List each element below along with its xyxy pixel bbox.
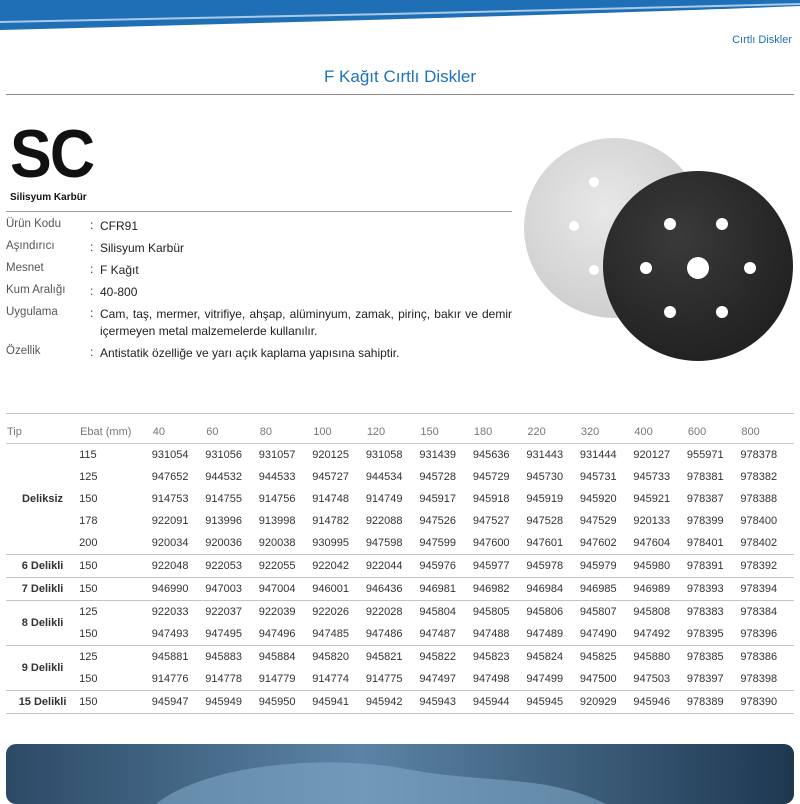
title-divider <box>6 94 794 95</box>
spec-value: Cam, taş, mermer, vitrifiye, ahşap, alüminyum, zamak, pirinç, bakır ve demir içermeyen metal malzemelerde kullanılır. <box>100 307 512 338</box>
table-cell: 945807 <box>579 606 617 618</box>
table-cell: 978384 <box>740 606 778 618</box>
table-cell: 178 <box>79 515 98 527</box>
product-code-table <box>6 421 794 714</box>
table-cell: 914756 <box>258 493 296 505</box>
column-header: 120 <box>366 421 420 444</box>
table-cell: 945980 <box>633 555 687 578</box>
table-cell: 922039 <box>258 606 296 618</box>
table-row <box>6 466 794 488</box>
table-cell: 978394 <box>740 578 794 601</box>
table-cell: 947495 <box>205 623 259 646</box>
table-cell: 947488 <box>473 623 527 646</box>
table-cell: 922042 <box>312 555 366 578</box>
table-cell: 946981 <box>419 578 473 601</box>
table-row <box>6 510 794 532</box>
table-cell: 945804 <box>419 606 457 618</box>
table-cell: 945979 <box>580 555 634 578</box>
table-cell: 914748 <box>312 493 350 505</box>
table-row <box>6 444 794 467</box>
table-cell: 914775 <box>366 668 420 691</box>
table-cell: 931443 <box>526 449 564 461</box>
table-cell: 947499 <box>526 668 580 691</box>
table-cell: 978388 <box>740 493 778 505</box>
table-cell: 945917 <box>419 493 457 505</box>
table-cell: 946001 <box>312 578 366 601</box>
sc-logo-subtitle: Silisyum Karbür <box>10 192 87 203</box>
group-label: 15 Delikli <box>6 691 79 714</box>
table-cell: 978389 <box>687 691 741 714</box>
spec-value: Antistatik özelliğe ve yarı açık kaplama yapısına sahiptir. <box>100 346 400 360</box>
table-cell: 125 <box>79 651 98 663</box>
table-cell: 978395 <box>687 623 741 646</box>
spec-value: CFR91 <box>100 219 139 233</box>
column-header: 400 <box>633 421 687 444</box>
table-cell: 945944 <box>473 691 527 714</box>
table-row <box>6 555 794 578</box>
table-row <box>6 691 794 714</box>
table-cell: 945946 <box>633 691 687 714</box>
column-header: Ebat (mm) <box>79 421 152 444</box>
table-cell: 945823 <box>472 651 510 663</box>
spec-value: Silisyum Karbür <box>100 241 185 255</box>
table-cell: 946982 <box>473 578 527 601</box>
table-cell: 946984 <box>526 578 580 601</box>
table-cell: 978393 <box>687 578 741 601</box>
spec-label: Özellik <box>6 345 41 357</box>
table-cell: 947529 <box>579 515 617 527</box>
table-cell: 947487 <box>419 623 473 646</box>
table-cell: 945636 <box>472 449 510 461</box>
table-cell: 945881 <box>151 651 189 663</box>
table-cell: 922055 <box>259 555 313 578</box>
table-row <box>6 532 794 555</box>
table-cell: 945947 <box>152 691 206 714</box>
table-cell: 946989 <box>633 578 687 601</box>
table-row <box>6 623 794 646</box>
table-cell: 945806 <box>526 606 564 618</box>
table-cell: 978387 <box>686 493 724 505</box>
table-cell: 945941 <box>312 691 366 714</box>
table-cell: 947652 <box>151 471 189 483</box>
table-cell: 115 <box>79 449 97 461</box>
table-cell: 945884 <box>258 651 296 663</box>
table-cell: 150 <box>79 668 152 691</box>
header-band <box>0 0 800 30</box>
table-cell: 945824 <box>526 651 564 663</box>
page-title: F Kağıt Cırtlı Diskler <box>323 67 477 86</box>
table-cell: 914749 <box>365 493 403 505</box>
spec-label: Aşındırıcı <box>6 240 55 252</box>
table-cell: 947003 <box>205 578 259 601</box>
table-cell: 931056 <box>205 449 242 461</box>
table-cell: 978381 <box>686 471 724 483</box>
column-header: 150 <box>419 421 473 444</box>
table-cell: 945727 <box>312 471 350 483</box>
table-cell: 913998 <box>258 515 296 527</box>
table-cell: 914782 <box>312 515 350 527</box>
table-cell: 944533 <box>258 471 296 483</box>
table-cell: 945805 <box>472 606 510 618</box>
column-header: 220 <box>526 421 580 444</box>
table-cell: 978402 <box>740 532 794 555</box>
table-cell: 945822 <box>419 651 457 663</box>
table-cell: 945945 <box>526 691 580 714</box>
table-cell: 978390 <box>740 691 794 714</box>
table-cell: 945731 <box>579 471 617 483</box>
spec-label: Ürün Kodu <box>6 218 61 230</box>
table-cell: 945728 <box>419 471 457 483</box>
worker-photo <box>6 744 794 804</box>
table-cell: 947493 <box>152 623 206 646</box>
table-cell: 947489 <box>526 623 580 646</box>
sanding-discs-image <box>520 128 800 368</box>
table-cell: 978398 <box>740 668 794 691</box>
table-cell: 914753 <box>151 493 189 505</box>
group-label: 6 Delikli <box>6 555 79 578</box>
table-cell: 978396 <box>740 623 794 646</box>
table-cell: 947498 <box>473 668 527 691</box>
column-header: 320 <box>580 421 634 444</box>
table-cell: 931054 <box>151 449 189 461</box>
table-cell: 947598 <box>366 532 420 555</box>
table-row <box>6 646 794 669</box>
table-cell: 922044 <box>366 555 420 578</box>
table-cell: 978391 <box>687 555 741 578</box>
table-cell: 947526 <box>419 515 457 527</box>
column-header: Tip <box>6 421 79 444</box>
table-cell: 978382 <box>740 471 778 483</box>
table-cell: 947486 <box>366 623 420 646</box>
dark-disc-icon <box>603 171 793 361</box>
table-cell: 946985 <box>580 578 634 601</box>
table-row <box>6 668 794 691</box>
table-cell: 946990 <box>152 578 206 601</box>
table-cell: 945730 <box>526 471 564 483</box>
table-cell: 945733 <box>633 471 671 483</box>
table-cell: 947497 <box>419 668 473 691</box>
table-cell: 150 <box>79 578 152 601</box>
column-header: 80 <box>259 421 313 444</box>
table-cell: 945949 <box>205 691 259 714</box>
group-label: 7 Delikli <box>6 578 79 601</box>
spec-label: Kum Aralığı <box>6 284 66 296</box>
table-cell: 945821 <box>365 651 403 663</box>
table-cell: 931444 <box>579 449 617 461</box>
table-cell: 931439 <box>419 449 457 461</box>
table-cell: 944532 <box>205 471 242 483</box>
table-top-divider <box>6 413 794 414</box>
spec-value: 40-800 <box>100 285 138 299</box>
table-cell: 978400 <box>740 515 778 527</box>
table-cell: 922033 <box>151 606 189 618</box>
table-cell: 914755 <box>205 493 242 505</box>
table-cell: 978386 <box>740 651 778 663</box>
table-cell: 947490 <box>580 623 634 646</box>
table-cell: 978383 <box>686 606 724 618</box>
breadcrumb[interactable]: Cırtlı Diskler <box>732 34 792 46</box>
table-cell: 945825 <box>579 651 617 663</box>
table-cell: 150 <box>79 623 152 646</box>
table-cell: 931058 <box>365 449 403 461</box>
table-cell: 945918 <box>472 493 510 505</box>
table-cell: 947600 <box>473 532 527 555</box>
group-label: 8 Delikli <box>6 601 79 646</box>
table-cell: 922091 <box>151 515 189 527</box>
table-cell: 978397 <box>687 668 741 691</box>
table-cell: 945950 <box>259 691 313 714</box>
table-cell: 955971 <box>686 449 724 461</box>
table-cell: 945942 <box>366 691 420 714</box>
table-cell: 947528 <box>526 515 564 527</box>
column-header: 180 <box>473 421 527 444</box>
table-cell: 978399 <box>686 515 724 527</box>
column-header: 40 <box>152 421 206 444</box>
table-cell: 945880 <box>633 651 671 663</box>
table-cell: 914774 <box>312 668 366 691</box>
spec-value: F Kağıt <box>100 263 139 277</box>
table-cell: 947492 <box>633 623 687 646</box>
table-cell: 922088 <box>365 515 403 527</box>
table-cell: 914778 <box>205 668 259 691</box>
table-cell: 945808 <box>633 606 671 618</box>
column-header: 60 <box>205 421 259 444</box>
column-header: 600 <box>687 421 741 444</box>
column-header: 100 <box>312 421 366 444</box>
table-cell: 150 <box>79 691 152 714</box>
table-cell: 150 <box>79 493 98 505</box>
table-cell: 947500 <box>580 668 634 691</box>
spec-label: Mesnet <box>6 262 44 274</box>
table-cell: 930995 <box>312 532 366 555</box>
table-cell: 947503 <box>633 668 687 691</box>
table-cell: 920034 <box>152 532 206 555</box>
table-cell: 920133 <box>633 515 671 527</box>
table-cell: 920038 <box>259 532 313 555</box>
table-cell: 945921 <box>633 493 671 505</box>
table-cell: 947527 <box>472 515 510 527</box>
table-cell: 922026 <box>312 606 350 618</box>
table-cell: 150 <box>79 555 152 578</box>
table-cell: 920036 <box>205 532 259 555</box>
table-cell: 922053 <box>205 555 259 578</box>
table-cell: 945883 <box>205 651 242 663</box>
table-cell: 945919 <box>526 493 564 505</box>
table-cell: 945729 <box>472 471 510 483</box>
table-cell: 945978 <box>526 555 580 578</box>
table-cell: 947601 <box>526 532 580 555</box>
table-row <box>6 488 794 510</box>
table-cell: 947004 <box>259 578 313 601</box>
table-cell: 920127 <box>633 449 671 461</box>
table-cell: 922037 <box>205 606 242 618</box>
table-cell: 913996 <box>205 515 242 527</box>
table-cell: 920929 <box>580 691 634 714</box>
table-cell: 200 <box>79 532 152 555</box>
table-cell: 947485 <box>312 623 366 646</box>
column-header: 800 <box>740 421 794 444</box>
table-cell: 922028 <box>365 606 403 618</box>
table-cell: 946436 <box>366 578 420 601</box>
table-cell: 945920 <box>579 493 617 505</box>
table-cell: 978378 <box>740 449 778 461</box>
table-cell: 920125 <box>312 449 350 461</box>
group-label: 9 Delikli <box>6 646 79 691</box>
table-cell: 922048 <box>152 555 206 578</box>
table-cell: 945977 <box>473 555 527 578</box>
table-cell: 947599 <box>419 532 473 555</box>
spec-label: Uygulama <box>6 306 58 318</box>
table-cell: 914776 <box>152 668 206 691</box>
table-cell: 947604 <box>633 532 687 555</box>
table-cell: 914779 <box>259 668 313 691</box>
group-label: Deliksiz <box>6 444 79 555</box>
table-cell: 125 <box>79 471 98 483</box>
table-cell: 945820 <box>312 651 350 663</box>
table-row <box>6 601 794 624</box>
table-cell: 931057 <box>258 449 296 461</box>
table-cell: 978385 <box>686 651 724 663</box>
table-cell: 125 <box>79 606 98 618</box>
spec-divider <box>6 211 512 212</box>
table-cell: 947602 <box>580 532 634 555</box>
table-row <box>6 578 794 601</box>
table-cell: 978392 <box>740 555 794 578</box>
table-cell: 944534 <box>365 471 403 483</box>
table-cell: 947496 <box>259 623 313 646</box>
table-cell: 978401 <box>687 532 741 555</box>
table-cell: 945976 <box>419 555 473 578</box>
sc-logo: SC <box>10 116 94 192</box>
table-cell: 945943 <box>419 691 473 714</box>
